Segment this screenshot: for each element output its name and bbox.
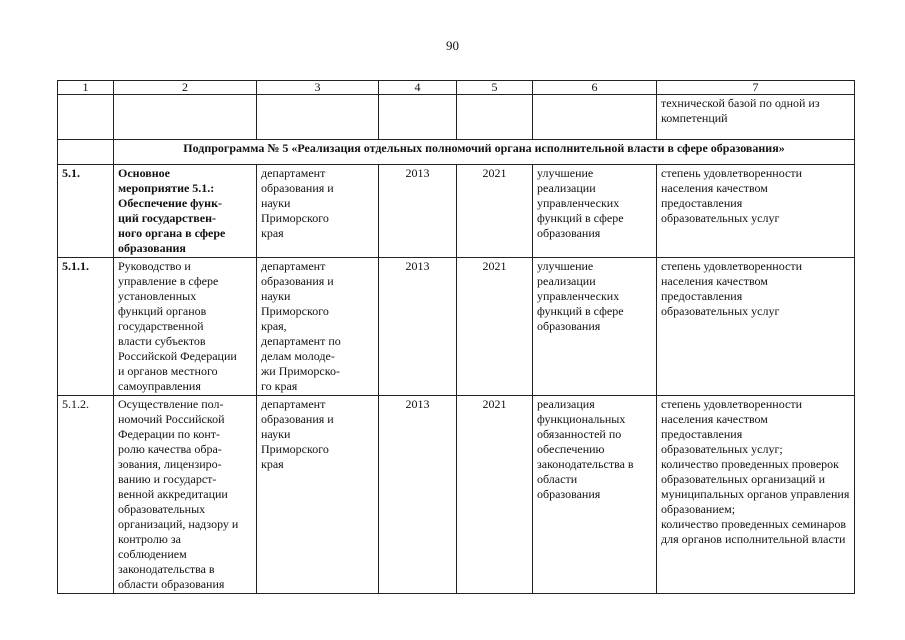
program-table	[57, 80, 855, 594]
activity-name: Руководство и управление в сфере установленных функций органов государственной власти субъектов Российской Федерации и органов местного самоуправления	[114, 258, 257, 396]
table-cell	[379, 95, 457, 140]
indicator: степень удовлетворенности населения качеством предоставления образовательных услуг; количество проведенных проверок образовательных организаций и муниципальных органов управления образованием; количество проведенных семинаров для органов исполнительной власти	[657, 396, 855, 594]
indicator: степень удовлетворенности населения качеством предоставления образовательных услуг	[657, 258, 855, 396]
expected-result: улучшение реализации управленческих функций в сфере образования	[533, 258, 657, 396]
row-number: 5.1.1.	[58, 258, 114, 396]
table-row	[58, 396, 855, 594]
start-year: 2013	[379, 165, 457, 258]
expected-result: реализация функциональных обязанностей по обеспечению законодательства в области образования	[533, 396, 657, 594]
end-year: 2021	[457, 165, 533, 258]
column-header: 3	[257, 81, 379, 95]
end-year: 2021	[457, 258, 533, 396]
continued-indicator-cell: технической базой по одной из компетенций	[657, 95, 855, 140]
expected-result: улучшение реализации управленческих функций в сфере образования	[533, 165, 657, 258]
table-cell	[58, 95, 114, 140]
start-year: 2013	[379, 396, 457, 594]
start-year: 2013	[379, 258, 457, 396]
executor: департамент образования и науки Приморского края	[257, 396, 379, 594]
indicator: степень удовлетворенности населения качеством предоставления образовательных услуг	[657, 165, 855, 258]
table-cell	[58, 140, 114, 165]
table-cell	[114, 95, 257, 140]
column-header: 4	[379, 81, 457, 95]
spacer-row	[58, 140, 855, 165]
continued-row	[58, 95, 855, 140]
end-year: 2021	[457, 396, 533, 594]
column-header: 7	[657, 81, 855, 95]
column-header: 6	[533, 81, 657, 95]
column-header: 2	[114, 81, 257, 95]
activity-name: Основное мероприятие 5.1.: Обеспечение функ- ций государствен- ного органа в сфере образования	[114, 165, 257, 258]
table-cell	[257, 95, 379, 140]
executor: департамент образования и науки Приморского края, департамент по делам молоде- жи Приморско- го края	[257, 258, 379, 396]
row-number: 5.1.	[58, 165, 114, 258]
column-header: 1	[58, 81, 114, 95]
row-number: 5.1.2.	[58, 396, 114, 594]
table-cell	[533, 95, 657, 140]
table-row	[58, 258, 855, 396]
activity-name: Осуществление пол- номочий Российской Федерации по конт- ролю качества обра- зования, лицензиро- ванию и государст- венной аккредитации образовательных организаций, надзору и контролю за соблюдением законодательства в области образования	[114, 396, 257, 594]
page-number: 90	[446, 38, 459, 53]
subprogram-title: Подпрограмма № 5 «Реализация отдельных полномочий органа исполнительной власти в сфере образования»	[114, 140, 855, 165]
executor: департамент образования и науки Приморского края	[257, 165, 379, 258]
column-header: 5	[457, 81, 533, 95]
header-row	[58, 81, 855, 95]
table-cell	[457, 95, 533, 140]
table-row	[58, 165, 855, 258]
